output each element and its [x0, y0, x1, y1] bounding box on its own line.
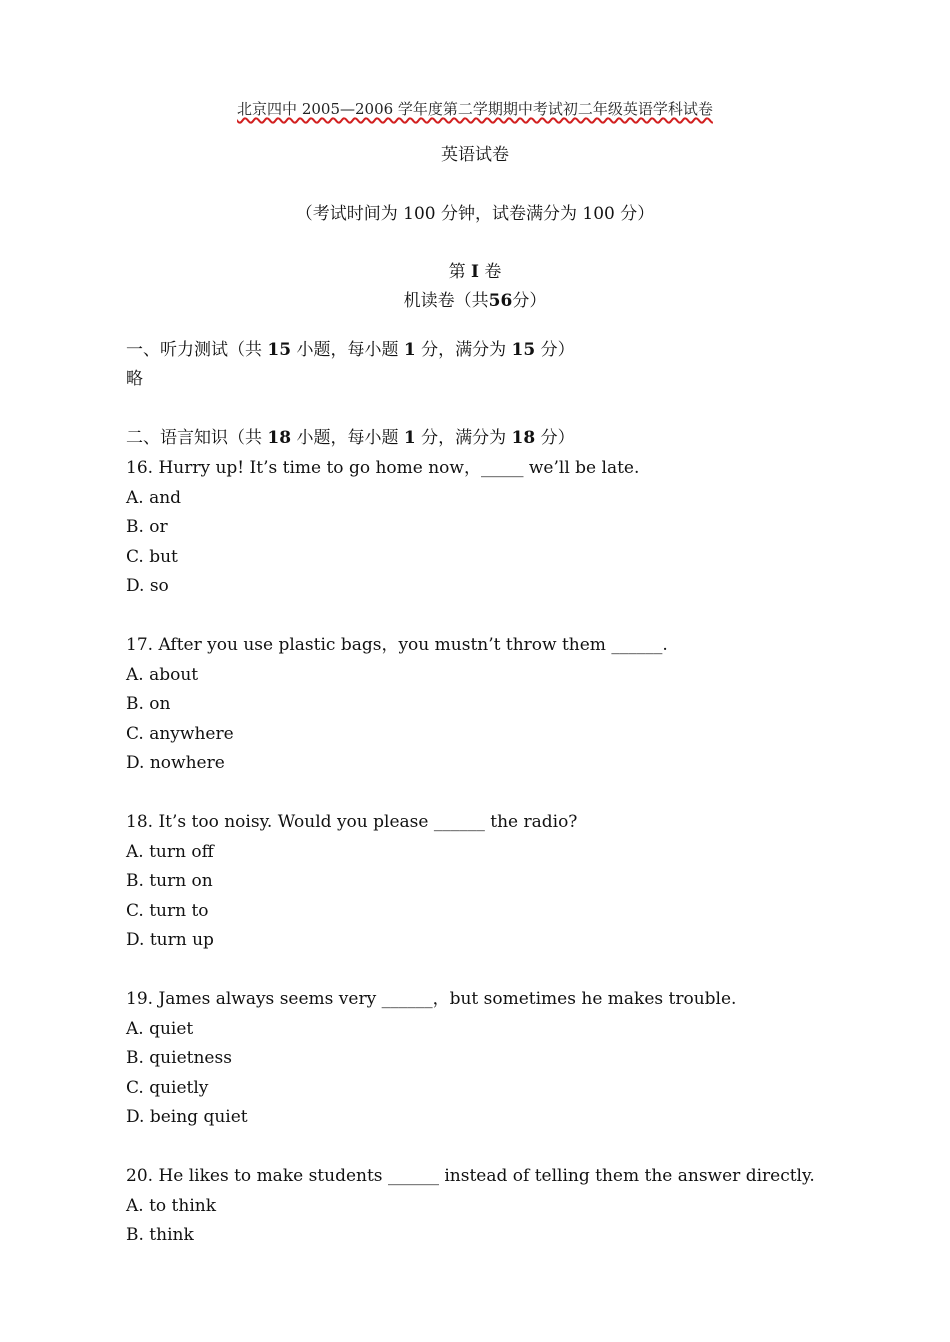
volume-subtitle: [0, 290, 950, 312]
answer-option: C. anywhere: [126, 724, 234, 744]
section2-text: 分，满分为: [421, 428, 507, 448]
answer-option: B. or: [126, 517, 168, 537]
question-stem: 18. It’s too noisy. Would you please ______ the radio?: [126, 812, 578, 832]
section2-text: 分）: [540, 428, 575, 448]
section2-heading: [126, 427, 575, 449]
answer-option: D. so: [126, 576, 169, 596]
answer-option: D. nowhere: [126, 753, 225, 773]
answer-option: C. turn to: [126, 901, 209, 921]
exam-title: 北京四中 2005—2006 学年度第二学期期中考试初二年级英语学科试卷: [237, 100, 713, 118]
answer-option: D. turn up: [126, 930, 214, 950]
volume-label-prefix: 第: [448, 262, 466, 282]
question-stem: 17. After you use plastic bags，you mustn’t throw them ______.: [126, 635, 668, 655]
volume-subtitle-score: 56: [488, 291, 513, 311]
answer-option: A. to think: [126, 1196, 217, 1216]
answer-option: D. being quiet: [126, 1107, 248, 1127]
section1-text: 分）: [540, 340, 575, 360]
answer-option: C. quietly: [126, 1078, 209, 1098]
answer-option: B. think: [126, 1225, 194, 1245]
question-stem: 20. He likes to make students ______ instead of telling them the answer directly.: [126, 1166, 815, 1186]
section2-text: 二、语言知识（共: [126, 428, 262, 448]
answer-option: B. on: [126, 694, 171, 714]
volume-subtitle-prefix: 机读卷（共: [403, 291, 489, 311]
section2-count: 18: [267, 428, 292, 448]
volume-subtitle-suffix: 分）: [512, 291, 547, 311]
section1-points: 1: [403, 340, 416, 360]
section2-text: 小题，每小题: [296, 428, 399, 448]
answer-option: B. turn on: [126, 871, 213, 891]
volume-label-suffix: 卷: [484, 262, 502, 282]
section2-points: 1: [403, 428, 416, 448]
section1-count: 15: [267, 340, 292, 360]
answer-option: A. quiet: [126, 1019, 194, 1039]
section1-text: 分，满分为: [421, 340, 507, 360]
volume-label-number: I: [471, 262, 479, 282]
time-note: （考试时间为 100 分钟，试卷满分为 100 分）: [295, 204, 655, 224]
subject-heading: 英语试卷: [441, 145, 509, 165]
section1-text: 一、听力测试（共: [126, 340, 262, 360]
section1-total: 15: [511, 340, 536, 360]
answer-option: A. turn off: [126, 842, 214, 862]
answer-option: A. and: [126, 488, 182, 508]
answer-option: B. quietness: [126, 1048, 232, 1068]
answer-option: C. but: [126, 547, 178, 567]
section1-heading: [126, 339, 575, 361]
question-stem: 19. James always seems very ______，but sometimes he makes trouble.: [126, 989, 737, 1009]
section1-note: 略: [126, 369, 143, 389]
volume-label: [0, 261, 950, 283]
answer-option: A. about: [126, 665, 199, 685]
question-stem: 16. Hurry up! It’s time to go home now，_____ we’ll be late.: [126, 458, 640, 478]
section1-text: 小题，每小题: [296, 340, 399, 360]
section2-total: 18: [511, 428, 536, 448]
